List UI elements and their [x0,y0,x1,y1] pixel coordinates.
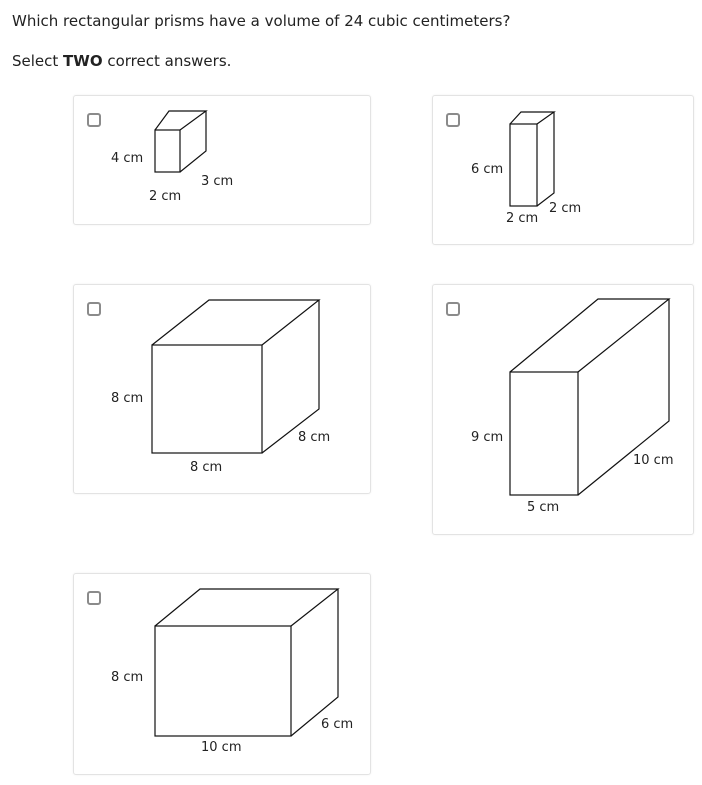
prism-diagram-4 [433,285,693,534]
prism-height-label: 6 cm [471,162,504,177]
prism-width-label: 2 cm [149,189,182,204]
prism-front-face [510,372,578,495]
answer-option-2[interactable] [432,95,694,245]
prism-depth-label: 3 cm [201,174,234,189]
prism-depth-label: 6 cm [321,717,354,732]
answer-option-4[interactable] [432,284,694,535]
instruction-suffix: correct answers. [102,52,232,70]
prism-diagram-1 [74,96,370,224]
question-text: Which rectangular prisms have a volume of 24 cubic centimeters? [12,12,511,30]
instruction-count: TWO [63,52,103,70]
prism-width-label: 2 cm [506,211,539,226]
prism-depth-label: 2 cm [549,201,582,216]
instruction-prefix: Select [12,52,64,70]
prism-top-face [152,300,319,345]
instruction-text [12,52,231,70]
prism-side-face [291,589,338,736]
prism-width-label: 10 cm [201,740,242,755]
prism-width-label: 5 cm [527,500,560,515]
prism-diagram-2 [433,96,693,244]
prism-height-label: 9 cm [471,430,504,445]
prism-top-face [510,299,669,372]
answer-option-1[interactable] [73,95,371,225]
prism-front-face [155,130,180,172]
prism-height-label: 8 cm [111,391,144,406]
prism-width-label: 8 cm [190,460,223,475]
prism-front-face [152,345,262,453]
prism-top-face [155,111,206,130]
prism-height-label: 4 cm [111,151,144,166]
answer-option-5[interactable] [73,573,371,775]
prism-front-face [510,124,537,206]
prism-diagram-5 [74,574,370,774]
prism-depth-label: 10 cm [633,453,674,468]
prism-diagram-3 [74,285,370,493]
answer-option-3[interactable] [73,284,371,494]
prism-side-face [537,112,554,206]
prism-top-face [510,112,554,124]
prism-depth-label: 8 cm [298,430,331,445]
prism-top-face [155,589,338,626]
prism-height-label: 8 cm [111,670,144,685]
prism-front-face [155,626,291,736]
